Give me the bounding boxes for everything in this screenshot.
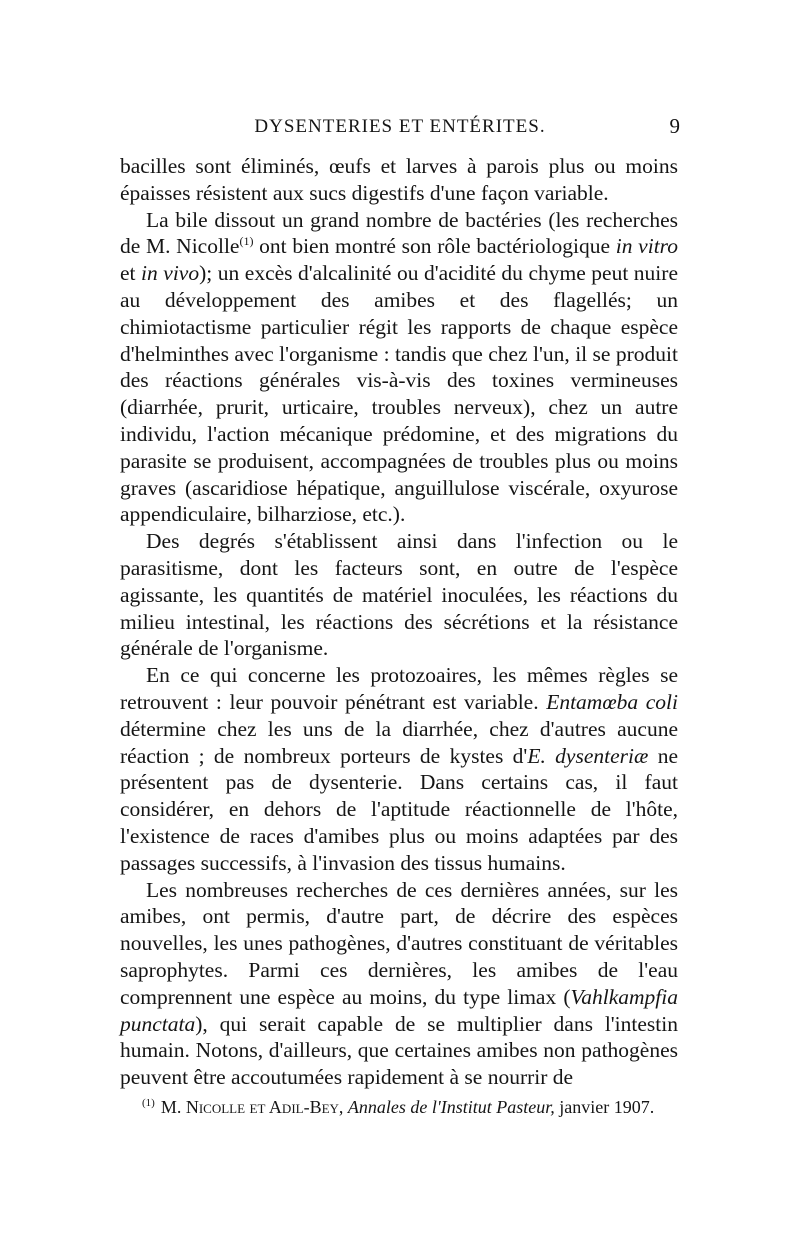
italic-species: Entamœba coli — [546, 689, 678, 714]
paragraph-text: bacilles sont éliminés, œufs et larves à parois plus ou moins épaisses résistent aux sucs digestifs d'une façon variable. — [120, 154, 678, 205]
text-run: ne présentent pas de dysenterie. Dans certains cas, il faut considérer, en dehors de l'aptitude réactionnelle de l'hôte, l'existence de races d'amibes plus ou moins adaptées par des passages successifs, à l'invasion des tissus humains. — [120, 743, 678, 875]
text-run: ); un excès d'alcalinité ou d'acidité du chyme peut nuire au développement des amibes et des flagellés; un chimiotactisme particulier régit les rapports de chaque espèce d'helminthes avec l'organisme : tandis que chez l'un, il se produit des réactions générales vis-à-vis des toxines vermineuses (diarrhée, prurit, urticaire, troubles nerveux), chez un autre individu, l'action mécanique prédomine, et des migrations du parasite se produisent, accompagnées de troubles plus ou moins graves (ascaridiose hépatique, anguillulose viscérale, oxyurose appendiculaire, bilharziose, etc.). — [120, 261, 678, 527]
paragraph-continued — [120, 153, 678, 207]
text-run: détermine chez les uns de la diarrhée, chez d'autres aucune réaction ; de nombreux porteurs de kystes d' — [120, 716, 678, 768]
page-number: 9 — [669, 114, 680, 138]
italic-species: E. dysenteriæ — [527, 743, 649, 768]
text-run: ), qui serait capable de se multiplier dans l'intestin humain. Notons, d'ailleurs, que certaines amibes non pathogènes peuvent être accoutumées rapidement à se nourrir de — [120, 1011, 678, 1090]
italic-term: in vitro — [615, 234, 678, 259]
text-run: et — [120, 261, 142, 286]
paragraph-text: Des degrés s'établissent ainsi dans l'infection ou le parasitisme, dont les facteurs sont, en outre de l'espèce agissante, les quantités de matériel inoculées, les réactions du milieu intestinal, les réactions des sécrétions et la résistance générale de l'organisme. — [120, 529, 678, 661]
paragraph-bile — [120, 207, 678, 529]
text-run: ont bien montré son rôle bactériologique — [253, 234, 616, 259]
footnote-date: janvier 1907. — [559, 1097, 655, 1117]
italic-species: Vahlkampfia punctata — [120, 984, 678, 1036]
paragraph-amoebae — [120, 877, 678, 1091]
paragraph-degrees — [120, 528, 678, 662]
paragraph-protozoa — [120, 662, 678, 876]
text-run: La bile dissout un grand nombre de bactéries (les recherches de M. Nicolle — [120, 207, 678, 259]
italic-term: in vivo — [141, 261, 200, 286]
footnote-journal: Annales de l'Institut Pasteur, — [347, 1097, 555, 1117]
text-run: Les nombreuses recherches de ces dernières années, sur les amibes, ont permis, d'autre part, de décrire des espèces nouvelles, les unes pathogènes, d'autres constituant de véritables saprophytes. Parmi ces dernières, les amibes de l'eau comprennent une espèce au moins, du type limax ( — [120, 877, 678, 1009]
footnote-authors: M. Nicolle et Adil-Bey, — [160, 1097, 344, 1117]
footnote — [142, 1097, 682, 1118]
page-header — [120, 116, 680, 144]
footnote-mark: (1) — [142, 1097, 155, 1109]
running-title: DYSENTERIES ET ENTÉRITES. — [254, 116, 546, 137]
body-text — [120, 153, 678, 1091]
footnote-reference[interactable]: (1) — [239, 234, 254, 249]
text-run: En ce qui concerne les protozoaires, les mêmes règles se retrouvent : leur pouvoir pénétrant est variable. — [120, 663, 678, 714]
